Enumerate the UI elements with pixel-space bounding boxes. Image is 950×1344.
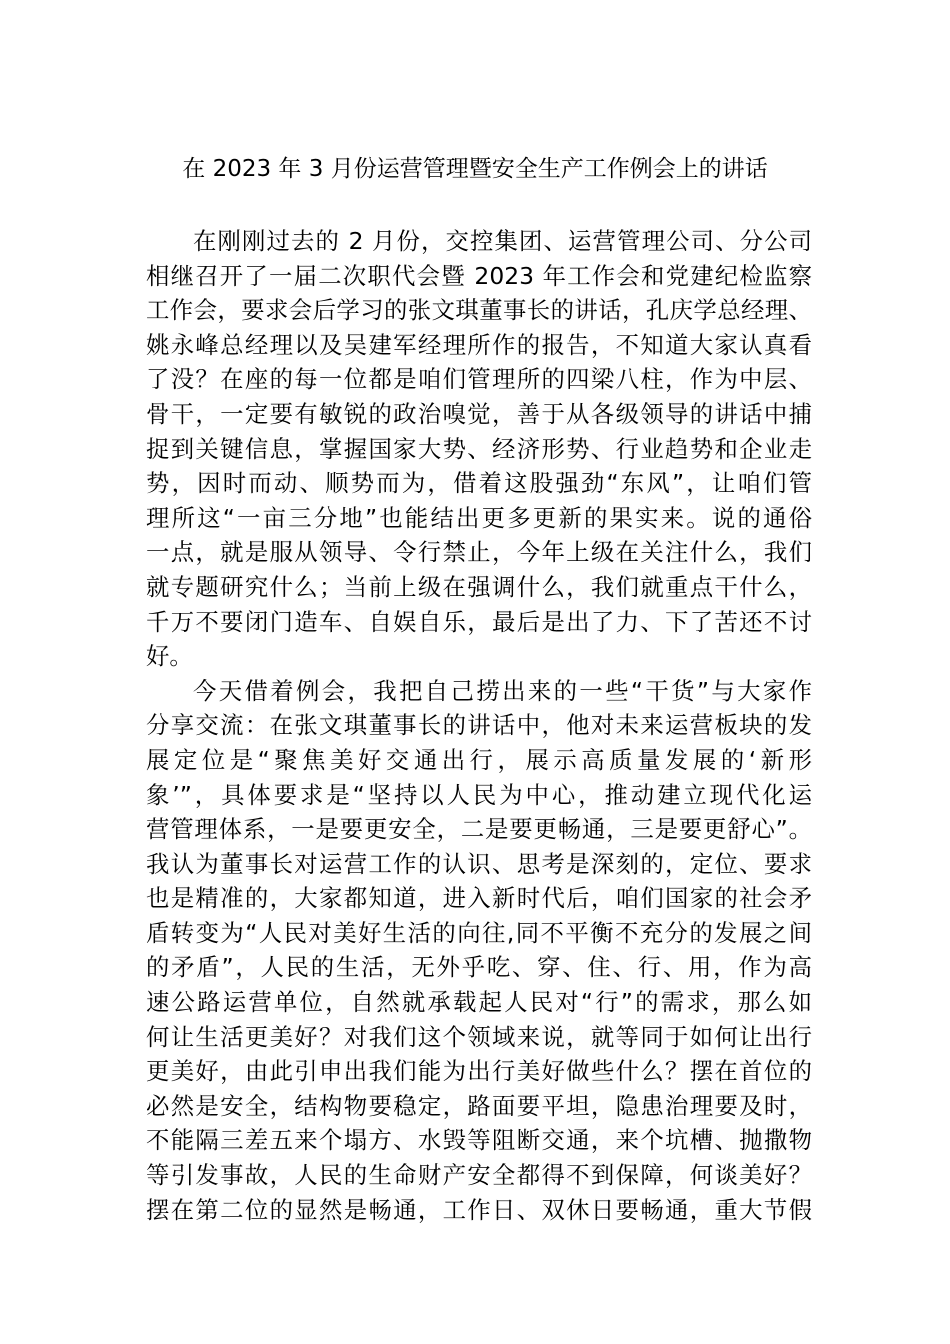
paragraph-1-line: 捉到关键信息，掌握国家大势、经济形势、行业趋势和企业走	[146, 434, 812, 463]
paragraph-1-line: 在刚刚过去的 2 月份，交控集团、运营管理公司、分公司	[193, 227, 812, 255]
paragraph-2-line: 也是精准的，大家都知道，进入新时代后，咱们国家的社会矛	[146, 884, 812, 913]
paragraph-1-line: 姚永峰总经理以及吴建军经理所作的报告，不知道大家认真看	[146, 330, 812, 359]
paragraph-2-line: 速公路运营单位，自然就承载起人民对“行”的需求，那么如	[146, 988, 812, 1017]
paragraph-1-line: 就专题研究什么；当前上级在强调什么，我们就重点干什么，	[146, 572, 812, 601]
paragraph-2-line: 营管理体系，一是要更安全，二是要更畅通，三是要更舒心”。	[146, 815, 812, 844]
paragraph-2-line: 等引发事故，人民的生命财产安全都得不到保障，何谈美好？	[146, 1161, 812, 1190]
paragraph-1-line: 一点，就是服从领导、令行禁止，今年上级在关注什么，我们	[146, 538, 812, 567]
paragraph-2-line: 更美好，由此引申出我们能为出行美好做些什么？摆在首位的	[146, 1057, 812, 1086]
paragraph-1-line: 理所这“一亩三分地”也能结出更多更新的果实来。说的通俗	[146, 503, 812, 532]
paragraph-2-line: 象’”，具体要求是“坚持以人民为中心，推动建立现代化运	[146, 780, 812, 809]
paragraph-2-line: 何让生活更美好？对我们这个领域来说，就等同于如何让出行	[146, 1022, 812, 1051]
paragraph-1-line: 千万不要闭门造车、自娱自乐，最后是出了力、下了苦还不讨	[146, 607, 812, 636]
document-title: 在 2023 年 3 月份运营管理暨安全生产工作例会上的讲话	[182, 156, 768, 182]
paragraph-2-line: 摆在第二位的显然是畅通，工作日、双休日要畅通，重大节假	[146, 1195, 812, 1224]
paragraph-1-line: 骨干，一定要有敏锐的政治嗅觉，善于从各级领导的讲话中捕	[146, 399, 812, 428]
paragraph-2-line: 的矛盾”，人民的生活，无外乎吃、穿、住、行、用，作为高	[146, 953, 812, 982]
paragraph-2-line: 必然是安全，结构物要稳定，路面要平坦，隐患治理要及时，	[146, 1091, 812, 1120]
paragraph-1-line: 了没？在座的每一位都是咱们管理所的四梁八柱，作为中层、	[146, 365, 812, 394]
paragraph-2-line: 分享交流：在张文琪董事长的讲话中，他对未来运营板块的发	[146, 711, 812, 740]
paragraph-2-line: 展定位是“聚焦美好交通出行，展示高质量发展的‘新形	[146, 745, 812, 774]
paragraph-2-line: 不能隔三差五来个塌方、水毁等阻断交通，来个坑槽、抛撒物	[146, 1126, 812, 1155]
paragraph-2-line: 盾转变为“人民对美好生活的向往,同不平衡不充分的发展之间	[146, 918, 812, 947]
paragraph-1-line: 工作会，要求会后学习的张文琪董事长的讲话，孔庆学总经理、	[146, 296, 812, 325]
document-body	[146, 224, 812, 1227]
paragraph-1-line: 势，因时而动、顺势而为，借着这股强劲“东风”，让咱们管	[146, 469, 812, 498]
paragraph-1-line: 好。	[146, 642, 193, 671]
paragraph-1-line: 相继召开了一届二次职代会暨 2023 年工作会和党建纪检监察	[146, 261, 812, 290]
paragraph-2-line: 今天借着例会，我把自己捞出来的一些“干货”与大家作	[193, 676, 812, 705]
paragraph-2-line: 我认为董事长对运营工作的认识、思考是深刻的，定位、要求	[146, 849, 812, 878]
